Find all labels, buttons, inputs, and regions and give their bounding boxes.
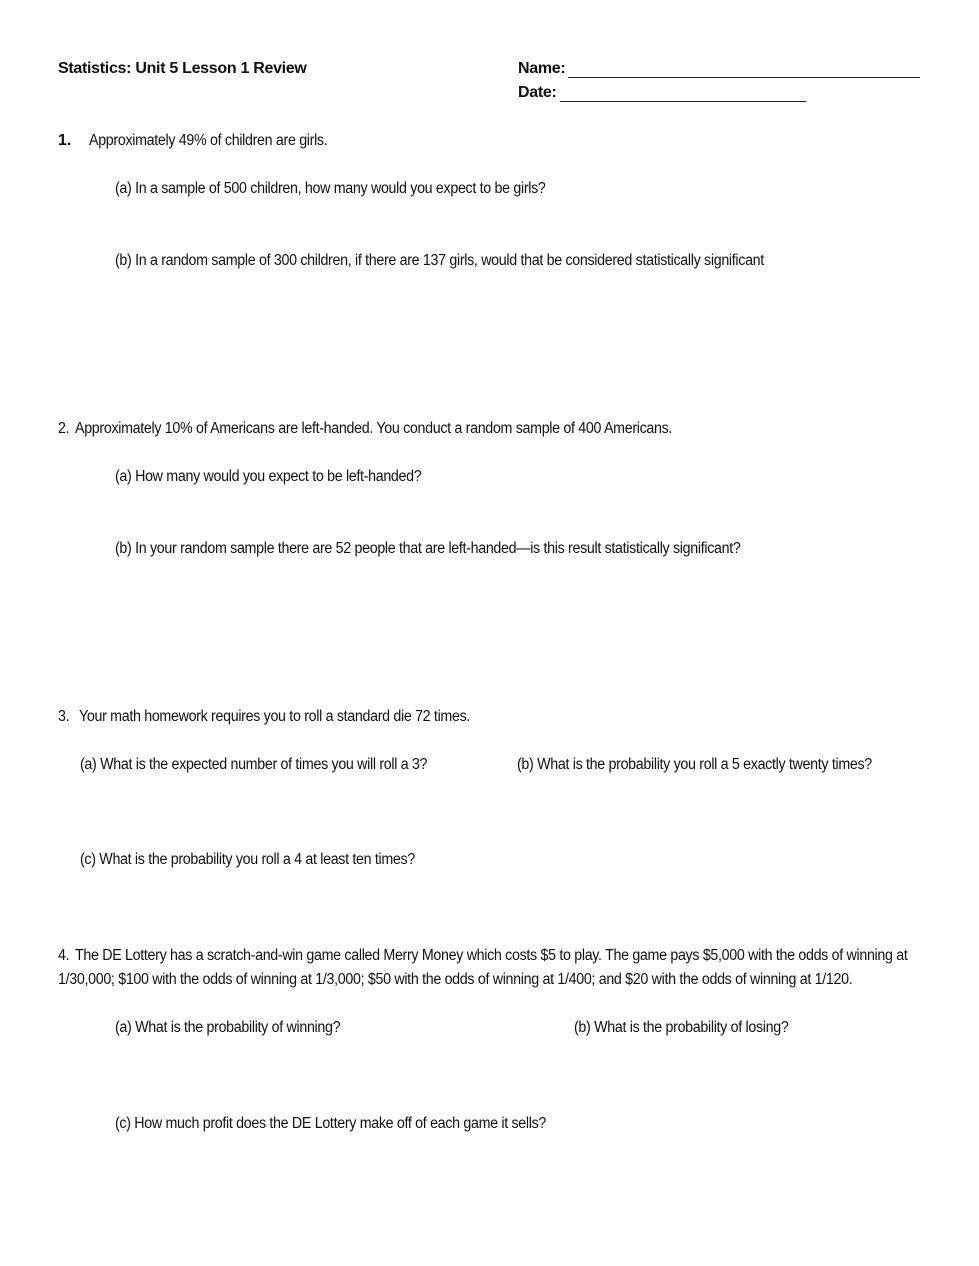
question-4a: (a) What is the probability of winning? (115, 1019, 341, 1036)
question-1-number: 1. (58, 132, 72, 149)
name-label: Name: (518, 60, 566, 77)
question-1a: (a) In a sample of 500 children, how many would you expect to be girls? (115, 180, 546, 197)
question-3-number: 3. (58, 708, 70, 725)
question-4-prompt-line-2: 1/30,000; $100 with the odds of winning at 1/3,000; $50 with the odds of winning at 1/400; and $20 with the odds of winning at 1/120. (58, 971, 853, 988)
question-2a: (a) How many would you expect to be left-handed? (115, 468, 422, 485)
question-4c: (c) How much profit does the DE Lottery make off of each game it sells? (115, 1115, 547, 1132)
worksheet-title: Statistics: Unit 5 Lesson 1 Review (58, 60, 307, 77)
question-2b: (b) In your random sample there are 52 people that are left-handed—is this result statistically significant? (115, 540, 741, 557)
question-4b: (b) What is the probability of losing? (574, 1019, 789, 1036)
question-4-prompt-line-1: The DE Lottery has a scratch-and-win game called Merry Money which costs $5 to play. The game pays $5,000 with the odds of winning at (75, 947, 908, 964)
date-field-line[interactable] (560, 101, 806, 102)
question-3b: (b) What is the probability you roll a 5 exactly twenty times? (517, 756, 872, 773)
question-3-prompt: Your math homework requires you to roll a standard die 72 times. (79, 708, 471, 725)
question-3a: (a) What is the expected number of times you will roll a 3? (80, 756, 428, 773)
question-2-prompt: Approximately 10% of Americans are left-handed. You conduct a random sample of 400 Americans. (75, 420, 673, 437)
question-3c: (c) What is the probability you roll a 4 at least ten times? (80, 851, 415, 868)
date-label: Date: (518, 84, 557, 101)
question-1b: (b) In a random sample of 300 children, if there are 137 girls, would that be considered statistically significant (115, 252, 764, 269)
name-field-line[interactable] (568, 77, 920, 78)
question-4-number: 4. (58, 947, 70, 964)
question-2-number: 2. (58, 420, 70, 437)
question-1-prompt: Approximately 49% of children are girls. (89, 132, 328, 149)
